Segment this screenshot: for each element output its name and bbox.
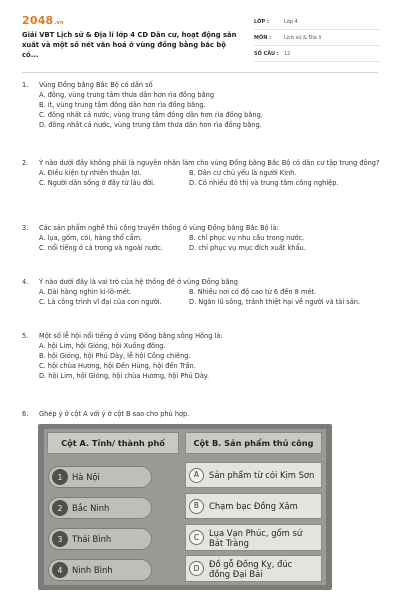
question-stem: Các sản phẩm nghề thủ công truyền thống ở vùng Đồng bằng Bắc Bộ là: bbox=[39, 224, 279, 232]
question-stem: Ghép ý ở cột A với ý ở cột B sao cho phù hợp. bbox=[39, 410, 190, 418]
option-d: D. hội Lim, hội Gióng, hội chùa Hương, hội Phủ Dày. bbox=[39, 372, 209, 380]
option-row bbox=[39, 243, 382, 253]
question-1 bbox=[22, 80, 382, 130]
option-b: B. Nhiều nơi có độ cao từ 6 đến 8 mét. bbox=[189, 288, 317, 296]
option-row bbox=[39, 178, 382, 188]
document-meta bbox=[254, 14, 380, 62]
column-b-item bbox=[185, 462, 322, 488]
option-b: B. chỉ phục vụ nhu cầu trong nước. bbox=[189, 234, 305, 242]
option-row bbox=[39, 297, 382, 307]
column-a-item bbox=[48, 466, 152, 488]
item-label: Chạm bạc Đồng Xâm bbox=[209, 501, 298, 511]
option-row bbox=[39, 233, 382, 243]
item-number-badge: 4 bbox=[52, 562, 68, 578]
meta-row-subject bbox=[254, 30, 380, 46]
meta-row-count bbox=[254, 46, 380, 62]
question-number: 1. bbox=[22, 81, 29, 89]
item-label: Hà Nội bbox=[72, 472, 100, 482]
question-number: 5. bbox=[22, 332, 29, 340]
option-d: D. chỉ phục vụ mục đích xuất khẩu. bbox=[189, 244, 306, 252]
column-a-header: Cột A. Tỉnh/ thành phố bbox=[47, 432, 179, 454]
option-b: B. Dân cư chủ yếu là người Kinh. bbox=[189, 169, 297, 177]
question-stem: Vùng Đồng bằng Bắc Bộ có dân số bbox=[39, 81, 153, 89]
meta-value: 12 bbox=[284, 50, 291, 57]
option-d: D. Ngăn lũ sông, tránh thiệt hại về người và tài sản. bbox=[189, 298, 361, 306]
option-c: C. Là công trình vĩ đại của con người. bbox=[39, 298, 162, 306]
option-c: C. Người dân sống ở đây từ lâu đời. bbox=[39, 179, 155, 187]
meta-key: MÔN : bbox=[254, 34, 272, 41]
option-row bbox=[39, 287, 382, 297]
column-b-header: Cột B. Sản phẩm thủ công bbox=[185, 432, 322, 454]
matching-table-image bbox=[38, 424, 332, 590]
item-label: Sản phẩm từ cói Kim Sơn bbox=[209, 470, 315, 480]
item-letter-badge: B bbox=[189, 499, 204, 514]
option-d: D. Có nhiều đô thị và trung tâm công nghiệp. bbox=[189, 179, 339, 187]
question-stem: Một số lễ hội nổi tiếng ở vùng Đồng bằng sông Hồng là: bbox=[39, 332, 223, 340]
question-6 bbox=[22, 409, 382, 419]
item-letter-badge: D bbox=[189, 561, 204, 576]
option-a: A. Điều kiện tự nhiên thuận lợi. bbox=[39, 169, 142, 177]
meta-key: SỐ CÂU : bbox=[254, 50, 279, 57]
question-stem: Ý nào dưới đây là vai trò của hệ thống đê ở vùng Đồng bằng bbox=[39, 278, 238, 286]
meta-row-grade bbox=[254, 14, 380, 30]
meta-value: Lớp 4 bbox=[284, 18, 298, 25]
item-label: Ninh Bình bbox=[72, 565, 113, 575]
question-5 bbox=[22, 331, 382, 381]
option-b: B. hội Gióng, hội Phủ Dày, lễ hội Cồng chiêng. bbox=[39, 352, 191, 360]
question-4 bbox=[22, 277, 382, 307]
item-label: Bắc Ninh bbox=[72, 503, 110, 513]
option-a: A. Dài hàng nghìn ki-lô-mét. bbox=[39, 288, 132, 296]
column-a-item bbox=[48, 497, 152, 519]
column-b-item bbox=[185, 555, 322, 582]
item-number-badge: 1 bbox=[52, 469, 68, 485]
site-logo[interactable]: 2048.vn bbox=[22, 14, 64, 27]
question-number: 6. bbox=[22, 410, 29, 418]
question-number: 2. bbox=[22, 159, 29, 167]
item-letter-badge: A bbox=[189, 468, 204, 483]
page-header bbox=[0, 0, 400, 70]
question-stem: Ý nào dưới đây không phải là nguyên nhân làm cho vùng Đồng bằng Bắc Bộ có dân cư tập trung đông? bbox=[39, 159, 380, 167]
option-d: D. đông nhất cả nước, vùng trung tâm thưa dân hơn rìa đồng bằng. bbox=[39, 121, 262, 129]
option-row bbox=[39, 168, 382, 178]
question-2 bbox=[22, 158, 382, 188]
option-b: B. ít, vùng trung tâm đông dân hơn rìa đồng bằng. bbox=[39, 101, 206, 109]
item-label: Lụa Vạn Phúc, gốm sứ Bát Tràng bbox=[209, 527, 303, 548]
option-a: A. lụa, gốm, cói, hàng thổ cẩm. bbox=[39, 234, 143, 242]
item-label: Đồ gỗ Đồng Kỵ, đúc đồng Đại Bái bbox=[209, 558, 293, 579]
option-a: A. hội Lim, hội Gióng, hội Xuống đồng. bbox=[39, 342, 166, 350]
item-letter-badge: C bbox=[189, 530, 204, 545]
column-a-item bbox=[48, 528, 152, 550]
column-a-item bbox=[48, 559, 152, 581]
option-c: C. nổi tiếng ở cả trong và ngoài nước. bbox=[39, 244, 163, 252]
meta-value: Lịch sử & Địa lí bbox=[284, 34, 322, 41]
option-c: C. đông nhất cả nước, vùng trung tâm đông dân hơn rìa đồng bằng. bbox=[39, 111, 263, 119]
item-label: Thái Bình bbox=[72, 534, 112, 544]
option-c: C. hội chùa Hương, hội Đền Hùng, hội đền Trần. bbox=[39, 362, 196, 370]
question-number: 4. bbox=[22, 278, 29, 286]
column-b-item bbox=[185, 524, 322, 551]
question-3 bbox=[22, 223, 382, 253]
header-divider bbox=[22, 72, 378, 73]
matching-table bbox=[44, 429, 326, 585]
item-number-badge: 2 bbox=[52, 500, 68, 516]
option-a: A. đông, vùng trung tâm thưa dân hơn rìa đồng bằng bbox=[39, 91, 215, 99]
item-number-badge: 3 bbox=[52, 531, 68, 547]
meta-key: LỚP : bbox=[254, 18, 269, 25]
question-number: 3. bbox=[22, 224, 29, 232]
document-title: Giải VBT Lịch sử & Địa lí lớp 4 CD Dân cư, hoạt động sản xuất và một số nét văn hoá ở vùng đồng bằng bắc bộ có... bbox=[22, 31, 237, 59]
column-b-item bbox=[185, 493, 322, 519]
